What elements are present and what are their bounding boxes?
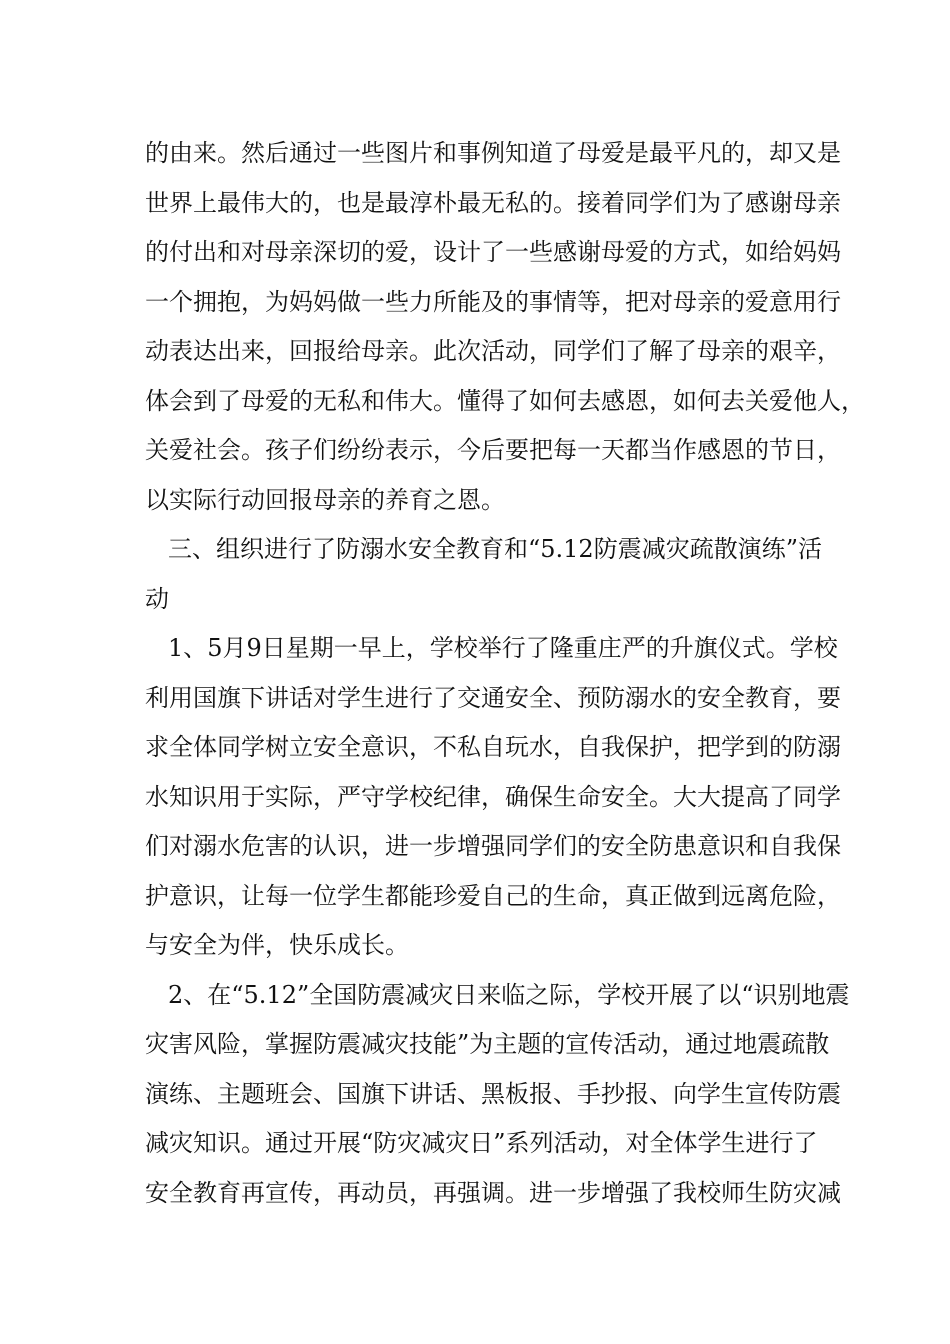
text-line: 求全体同学树立安全意识，不私自玩水，自我保护，把学到的防溺 — [145, 733, 841, 761]
text-line: 减灾知识。通过开展“防灾减灾日”系列活动，对全体学生进行了 — [145, 1129, 818, 1157]
text-line: 利用国旗下讲话对学生进行了交通安全、预防溺水的安全教育，要 — [145, 684, 841, 712]
text-line: 世界上最伟大的，也是最淳朴最无私的。接着同学们为了感谢母亲 — [145, 189, 841, 217]
paragraph-start: 2、在“5.12”全国防震减灾日来临之际，学校开展了以“识别地震 — [168, 981, 850, 1009]
text-line: 灾害风险，掌握防震减灾技能”为主题的宣传活动，通过地震疏散 — [145, 1030, 830, 1058]
text-line: 们对溺水危害的认识，进一步增强同学们的安全防患意识和自我保 — [145, 832, 841, 860]
text-line: 动表达出来，回报给母亲。此次活动，同学们了解了母亲的艰辛， — [145, 337, 841, 365]
text-line: 体会到了母爱的无私和伟大。懂得了如何去感恩，如何去关爱他人， — [145, 387, 865, 415]
text-line: 的付出和对母亲深切的爱，设计了一些感谢母爱的方式，如给妈妈 — [145, 238, 841, 266]
text-line: 与安全为伴，快乐成长。 — [145, 931, 409, 959]
text-line: 关爱社会。孩子们纷纷表示，今后要把每一天都当作感恩的节日， — [145, 436, 841, 464]
text-line: 以实际行动回报母亲的养育之恩。 — [145, 486, 505, 514]
text-line: 的由来。然后通过一些图片和事例知道了母爱是最平凡的，却又是 — [145, 139, 841, 167]
text-line: 一个拥抱，为妈妈做一些力所能及的事情等，把对母亲的爱意用行 — [145, 288, 841, 316]
text-line: 护意识，让每一位学生都能珍爱自己的生命，真正做到远离危险， — [145, 882, 841, 910]
text-line: 演练、主题班会、国旗下讲话、黑板报、手抄报、向学生宣传防震 — [145, 1080, 841, 1108]
text-line: 安全教育再宣传，再动员，再强调。进一步增强了我校师生防灾减 — [145, 1179, 841, 1207]
text-line: 水知识用于实际，严守学校纪律，确保生命安全。大大提高了同学 — [145, 783, 841, 811]
section-heading-continued: 动 — [145, 585, 169, 613]
paragraph-start: 1、5月9日星期一早上，学校举行了隆重庄严的升旗仪式。学校 — [168, 634, 838, 662]
section-heading: 三、组织进行了防溺水安全教育和“5.12防震减灾疏散演练”活 — [168, 535, 822, 563]
